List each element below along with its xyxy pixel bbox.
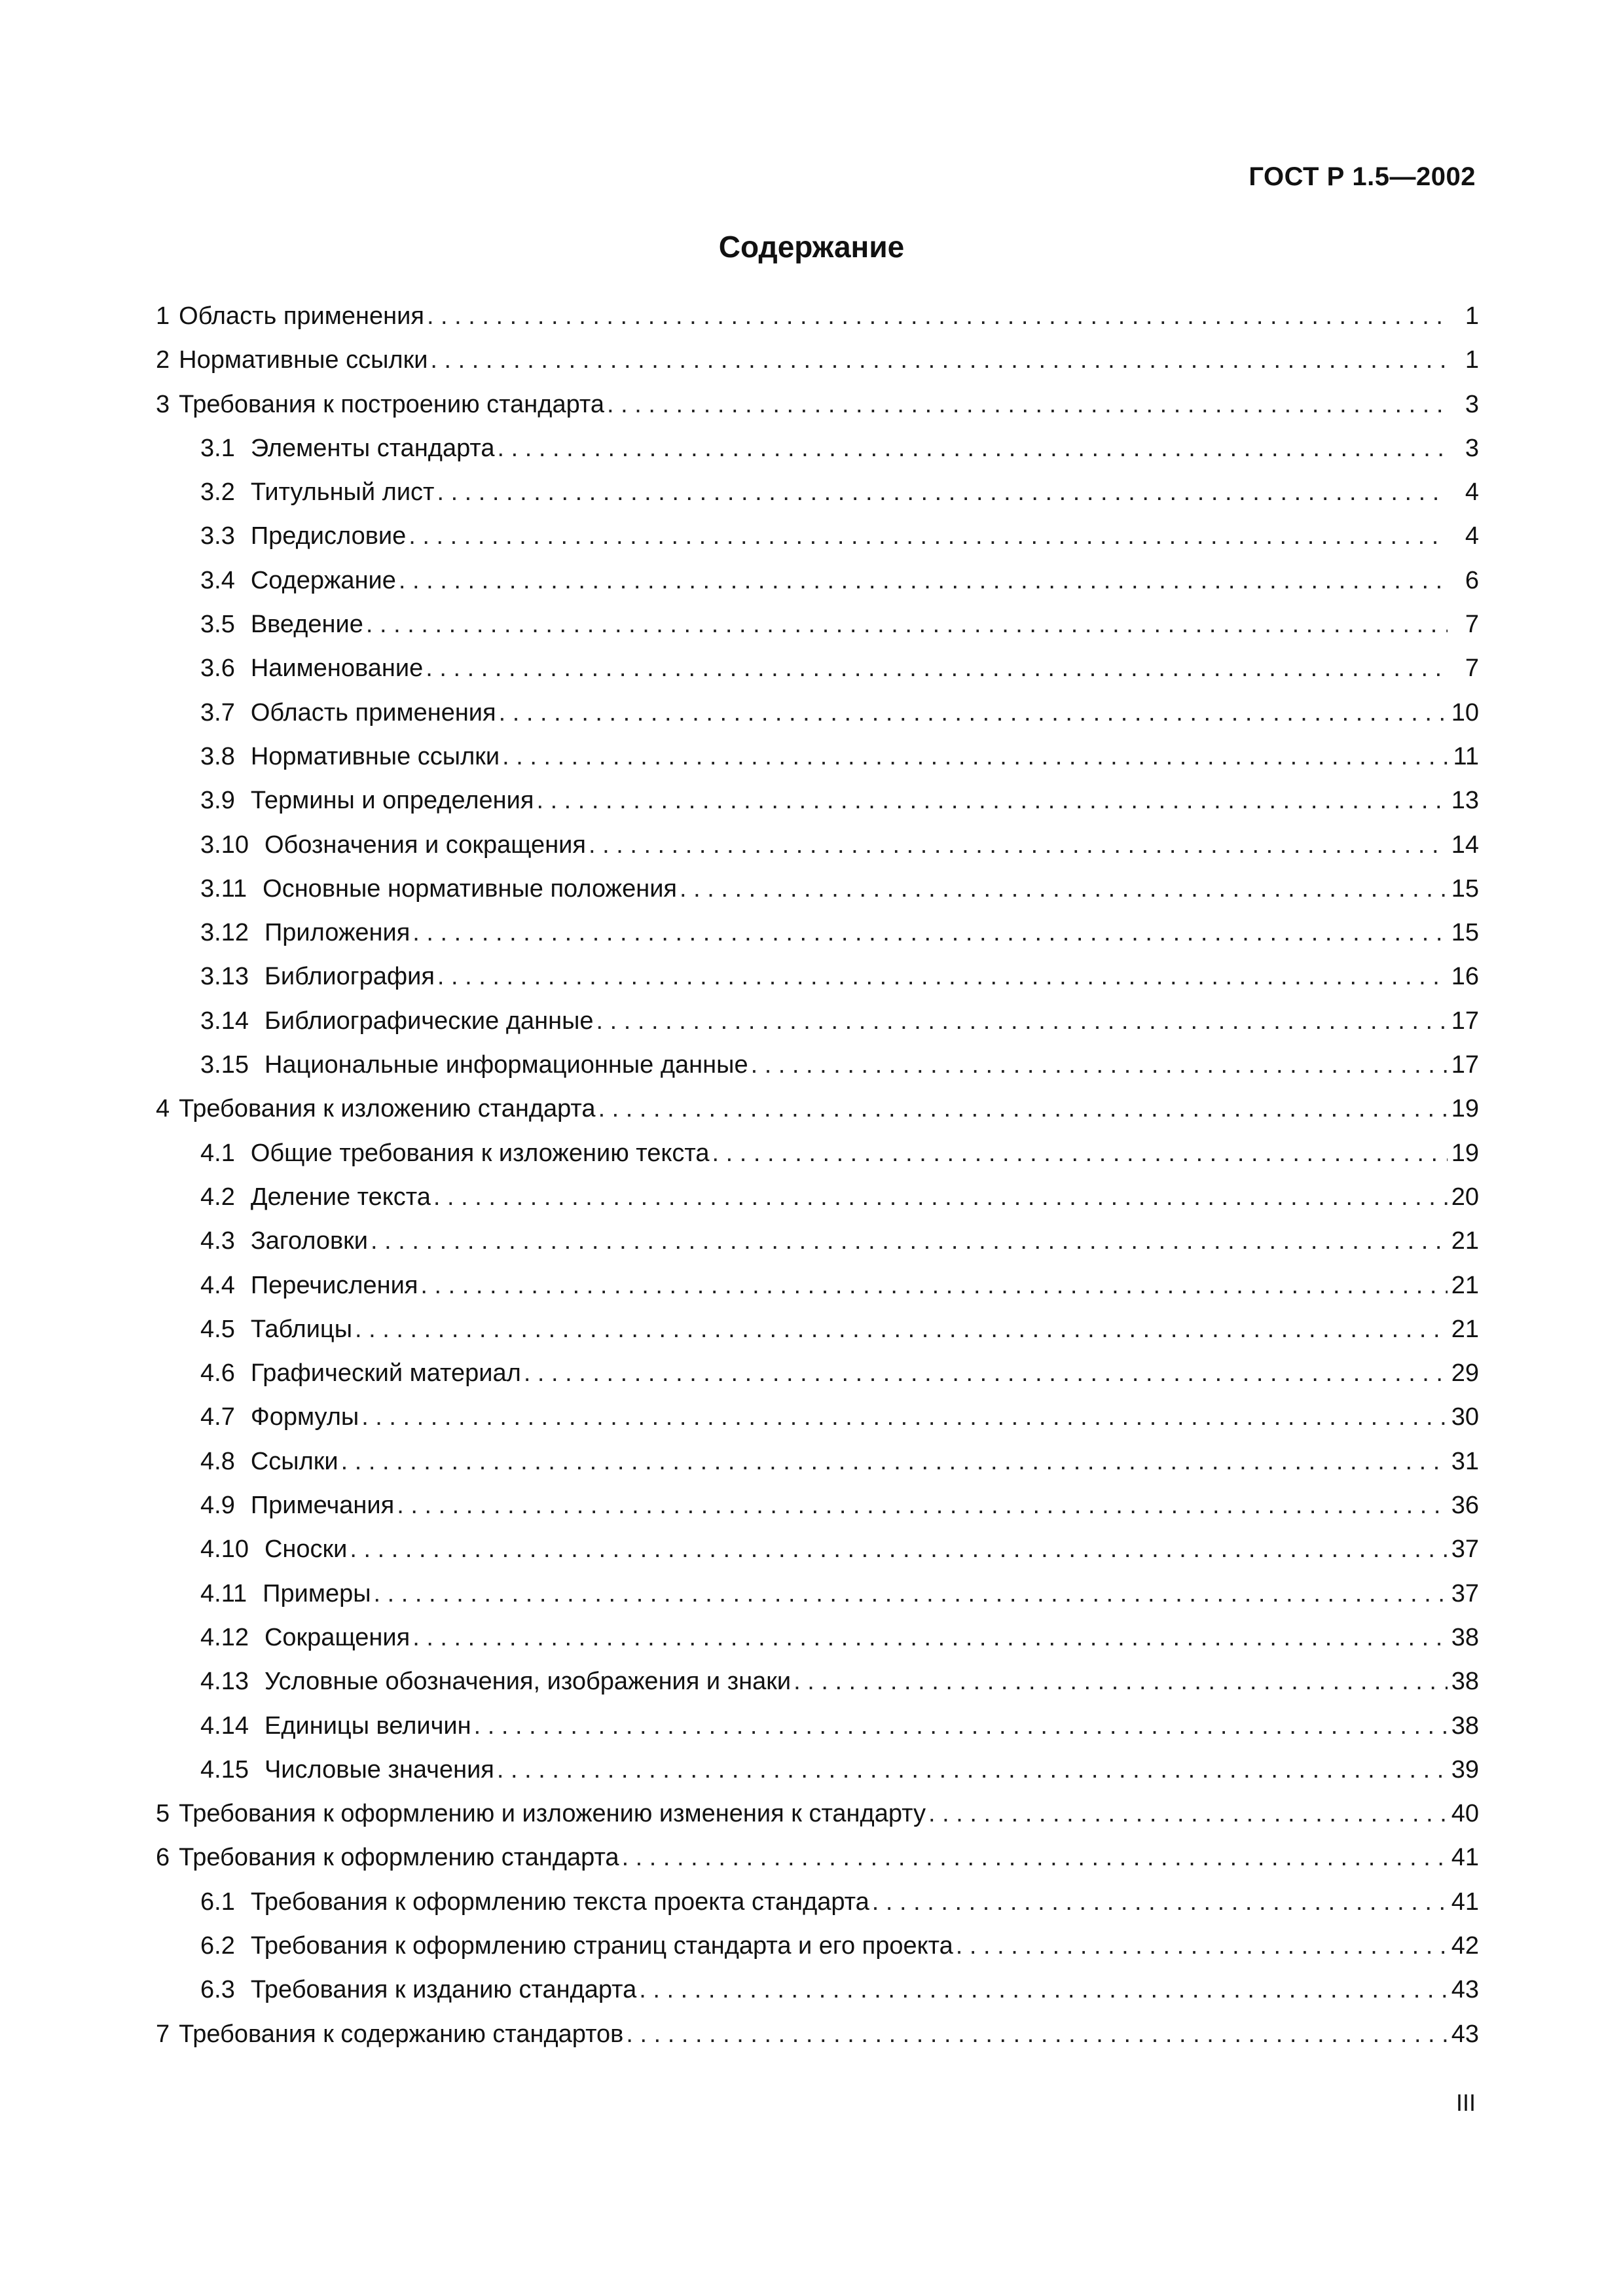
toc-entry-title: Нормативные ссылки [179, 346, 428, 374]
toc-entry [156, 691, 1479, 735]
toc-entry [156, 1043, 1479, 1087]
toc-entry-title: Термины и определения [250, 787, 534, 815]
toc-entry-title: Область применения [250, 698, 496, 726]
toc-dot-leader [680, 867, 1448, 911]
toc-entry-number: 6.1 [200, 1888, 235, 1916]
toc-entry-number: 5 [156, 1800, 170, 1828]
toc-entry-title: Деление текста [250, 1183, 431, 1211]
toc-entry [156, 1880, 1479, 1924]
toc-dot-leader [524, 1352, 1448, 1395]
toc-entry-title: Единицы величин [264, 1712, 471, 1740]
toc-entry-title: Ссылки [250, 1447, 338, 1475]
toc-entry-number: 4.13 [200, 1668, 249, 1696]
toc-dot-leader [399, 559, 1448, 603]
toc-entry-number: 1 [156, 302, 170, 330]
toc-entry-number: 3.11 [200, 874, 247, 903]
toc-entry-number: 2 [156, 346, 170, 374]
toc-dot-leader [956, 1924, 1448, 1968]
toc-dot-leader [751, 1043, 1448, 1087]
toc-entry [156, 647, 1479, 691]
toc-entry-page: 19 [1451, 1095, 1479, 1123]
toc-entry [156, 1836, 1479, 1880]
toc-entry [156, 427, 1479, 471]
toc-entry-title: Требования к оформлению текста проекта стандарта [250, 1888, 869, 1916]
toc-dot-leader [498, 427, 1448, 471]
toc-entry-number: 4 [156, 1095, 170, 1123]
toc-entry [156, 1264, 1479, 1308]
toc-entry-page: 7 [1465, 655, 1479, 683]
toc-entry-number: 4.1 [200, 1139, 235, 1167]
toc-entry [156, 911, 1479, 955]
toc-entry-title: Требования к оформлению стандарта [179, 1844, 619, 1872]
toc-entry [156, 867, 1479, 911]
toc-entry-page: 37 [1451, 1535, 1479, 1564]
toc-entry-page: 20 [1451, 1183, 1479, 1211]
toc-entry-page: 43 [1451, 2020, 1479, 2048]
toc-entry-number: 3.8 [200, 742, 235, 770]
toc-entry-number: 4.6 [200, 1359, 235, 1388]
toc-entry-number: 4.7 [200, 1403, 235, 1431]
toc-entry-page: 39 [1451, 1755, 1479, 1784]
toc-entry [156, 1219, 1479, 1263]
toc-entry [156, 1528, 1479, 1571]
toc-entry-title: Числовые значения [264, 1755, 494, 1784]
toc-entry-page: 31 [1451, 1447, 1479, 1475]
toc-dot-leader [374, 1572, 1448, 1616]
toc-entry [156, 1308, 1479, 1352]
toc-entry [156, 1924, 1479, 1968]
toc-entry [156, 1616, 1479, 1660]
toc-entry-page: 4 [1465, 522, 1479, 550]
toc-entry-number: 4.4 [200, 1271, 235, 1299]
toc-entry [156, 1087, 1479, 1131]
page-number: III [1455, 2089, 1476, 2116]
toc-dot-leader [596, 999, 1448, 1043]
toc-entry-page: 3 [1465, 390, 1479, 418]
toc-dot-leader [639, 1968, 1448, 2012]
toc-entry-title: Сокращения [264, 1623, 410, 1651]
toc-entry-page: 10 [1451, 698, 1479, 726]
toc-entry-number: 4.5 [200, 1315, 235, 1343]
toc-entry-page: 7 [1465, 611, 1479, 639]
toc-entry-title: Формулы [250, 1403, 359, 1431]
toc-dot-leader [427, 295, 1448, 338]
toc-entry [156, 1660, 1479, 1704]
toc-entry [156, 295, 1479, 338]
toc-entry-page: 3 [1465, 434, 1479, 462]
toc-entry-number: 3.4 [200, 566, 235, 594]
toc-entry [156, 999, 1479, 1043]
toc-dot-leader [366, 603, 1448, 647]
toc-entry [156, 1352, 1479, 1395]
toc-entry-title: Условные обозначения, изображения и знаки [264, 1668, 792, 1696]
toc-entry-page: 1 [1465, 346, 1479, 374]
toc-entry [156, 383, 1479, 427]
toc-entry-page: 30 [1451, 1403, 1479, 1431]
toc-dot-leader [536, 779, 1448, 823]
toc-entry-title: Наименование [250, 655, 424, 683]
toc-entry-page: 6 [1465, 566, 1479, 594]
toc-entry-title: Общие требования к изложению текста [250, 1139, 710, 1167]
toc-entry-title: Требования к изложению стандарта [179, 1095, 596, 1123]
toc-dot-leader [474, 1704, 1448, 1748]
toc-entry-page: 21 [1451, 1227, 1479, 1255]
toc-entry [156, 1968, 1479, 2012]
table-of-contents [156, 295, 1479, 2056]
toc-dot-leader [437, 471, 1448, 514]
toc-dot-leader [430, 338, 1448, 382]
toc-entry-title: Национальные информационные данные [264, 1051, 748, 1079]
toc-entry [156, 338, 1479, 382]
toc-entry [156, 1704, 1479, 1748]
toc-dot-leader [409, 514, 1448, 558]
toc-entry-number: 3 [156, 390, 170, 418]
toc-entry-number: 4.12 [200, 1623, 249, 1651]
toc-entry-number: 7 [156, 2020, 170, 2048]
toc-entry-title: Требования к оформлению и изложению изменения к стандарту [179, 1800, 926, 1828]
toc-dot-leader [412, 911, 1448, 955]
toc-entry-number: 4.3 [200, 1227, 235, 1255]
toc-entry-title: Содержание [250, 566, 396, 594]
toc-dot-leader [712, 1132, 1448, 1175]
toc-dot-leader [598, 1087, 1448, 1131]
toc-entry-number: 3.14 [200, 1007, 249, 1035]
toc-entry [156, 2013, 1479, 2056]
toc-dot-leader [350, 1528, 1448, 1571]
toc-entry-title: Библиографические данные [264, 1007, 594, 1035]
toc-entry [156, 1440, 1479, 1484]
toc-entry-page: 40 [1451, 1800, 1479, 1828]
toc-entry-page: 17 [1451, 1051, 1479, 1079]
toc-entry-page: 38 [1451, 1623, 1479, 1651]
toc-entry-title: Требования к оформлению страниц стандарта и его проекта [250, 1931, 953, 1960]
toc-entry-title: Сноски [264, 1535, 348, 1564]
toc-entry-number: 4.11 [200, 1579, 247, 1607]
toc-entry-page: 17 [1451, 1007, 1479, 1035]
toc-entry-number: 4.2 [200, 1183, 235, 1211]
toc-entry-title: Область применения [179, 302, 424, 330]
toc-entry-title: Таблицы [250, 1315, 353, 1343]
toc-entry [156, 955, 1479, 999]
toc-entry-page: 16 [1451, 963, 1479, 991]
toc-entry-page: 14 [1451, 831, 1479, 859]
toc-entry-page: 15 [1451, 919, 1479, 947]
toc-entry-number: 4.8 [200, 1447, 235, 1475]
toc-entry-number: 6.2 [200, 1931, 235, 1960]
toc-entry [156, 1132, 1479, 1175]
toc-entry-number: 3.15 [200, 1051, 249, 1079]
toc-entry [156, 1395, 1479, 1439]
toc-entry-page: 41 [1451, 1888, 1479, 1916]
toc-entry-number: 3.1 [200, 434, 235, 462]
toc-dot-leader [622, 1836, 1448, 1880]
toc-entry-title: Требования к построению стандарта [179, 390, 604, 418]
toc-dot-leader [499, 691, 1448, 735]
toc-dot-leader [502, 735, 1448, 779]
toc-dot-leader [397, 1484, 1448, 1528]
toc-entry-number: 3.3 [200, 522, 235, 550]
toc-entry [156, 514, 1479, 558]
toc-dot-leader [589, 823, 1448, 867]
toc-entry-number: 6.3 [200, 1976, 235, 2004]
toc-entry-title: Перечисления [250, 1271, 418, 1299]
toc-dot-leader [361, 1395, 1448, 1439]
toc-entry [156, 779, 1479, 823]
toc-entry-title: Нормативные ссылки [250, 742, 500, 770]
toc-entry [156, 1792, 1479, 1836]
toc-entry-page: 21 [1451, 1271, 1479, 1299]
toc-dot-leader [928, 1792, 1448, 1836]
toc-entry-number: 3.7 [200, 698, 235, 726]
toc-entry-number: 4.10 [200, 1535, 249, 1564]
toc-entry-number: 3.13 [200, 963, 249, 991]
toc-dot-leader [371, 1219, 1448, 1263]
toc-entry-page: 15 [1451, 874, 1479, 903]
toc-entry [156, 1175, 1479, 1219]
toc-entry-page: 37 [1451, 1579, 1479, 1607]
toc-entry-title: Приложения [264, 919, 410, 947]
toc-dot-leader [437, 955, 1448, 999]
toc-entry-page: 4 [1465, 478, 1479, 507]
toc-entry-title: Графический материал [250, 1359, 521, 1388]
toc-entry-title: Требования к изданию стандарта [250, 1976, 637, 2004]
toc-entry-page: 1 [1465, 302, 1479, 330]
toc-dot-leader [497, 1748, 1448, 1792]
toc-dot-leader [607, 383, 1448, 427]
toc-entry-number: 6 [156, 1844, 170, 1872]
toc-entry [156, 471, 1479, 514]
toc-entry-number: 3.6 [200, 655, 235, 683]
toc-entry [156, 1484, 1479, 1528]
toc-entry-page: 29 [1451, 1359, 1479, 1388]
toc-dot-leader [626, 2013, 1448, 2056]
toc-entry [156, 823, 1479, 867]
toc-entry-page: 41 [1451, 1844, 1479, 1872]
toc-entry-page: 13 [1451, 787, 1479, 815]
toc-dot-leader [341, 1440, 1448, 1484]
toc-dot-leader [433, 1175, 1448, 1219]
toc-entry-page: 38 [1451, 1712, 1479, 1740]
toc-title: Содержание [718, 230, 905, 264]
toc-entry-number: 3.12 [200, 919, 249, 947]
toc-entry-title: Элементы стандарта [250, 434, 495, 462]
toc-entry-title: Титульный лист [250, 478, 435, 507]
toc-entry [156, 735, 1479, 779]
toc-entry-title: Примеры [263, 1579, 371, 1607]
toc-entry-title: Требования к содержанию стандартов [179, 2020, 624, 2048]
document-code: ГОСТ Р 1.5—2002 [1249, 162, 1476, 191]
toc-entry [156, 603, 1479, 647]
toc-entry-title: Библиография [264, 963, 435, 991]
toc-entry [156, 1748, 1479, 1792]
toc-entry-title: Примечания [250, 1492, 395, 1520]
toc-dot-leader [793, 1660, 1448, 1704]
toc-entry-page: 36 [1451, 1492, 1479, 1520]
toc-entry [156, 559, 1479, 603]
toc-entry-page: 19 [1451, 1139, 1479, 1167]
toc-entry-title: Предисловие [250, 522, 407, 550]
toc-entry-number: 4.15 [200, 1755, 249, 1784]
toc-dot-leader [355, 1308, 1448, 1352]
toc-entry-title: Введение [250, 611, 363, 639]
toc-entry-title: Заголовки [250, 1227, 369, 1255]
toc-entry-page: 11 [1453, 742, 1479, 770]
toc-dot-leader [420, 1264, 1448, 1308]
toc-entry-number: 3.5 [200, 611, 235, 639]
toc-entry [156, 1572, 1479, 1616]
toc-entry-page: 38 [1451, 1668, 1479, 1696]
toc-entry-title: Обозначения и сокращения [264, 831, 586, 859]
toc-entry-number: 4.9 [200, 1492, 235, 1520]
toc-entry-title: Основные нормативные положения [263, 874, 678, 903]
toc-entry-page: 21 [1451, 1315, 1479, 1343]
toc-entry-number: 3.10 [200, 831, 249, 859]
toc-entry-number: 3.2 [200, 478, 235, 507]
toc-dot-leader [412, 1616, 1448, 1660]
toc-dot-leader [426, 647, 1448, 691]
toc-entry-page: 42 [1451, 1931, 1479, 1960]
toc-entry-page: 43 [1451, 1976, 1479, 2004]
toc-dot-leader [872, 1880, 1448, 1924]
toc-entry-number: 3.9 [200, 787, 235, 815]
toc-entry-number: 4.14 [200, 1712, 249, 1740]
